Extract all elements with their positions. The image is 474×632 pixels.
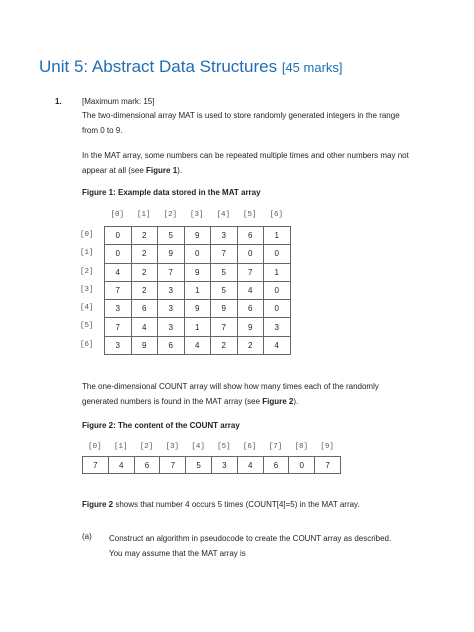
count-header: [1] [113, 443, 128, 451]
mat-cell: 7 [105, 281, 132, 299]
mat-cell: 3 [105, 336, 132, 354]
mat-term: MAT [104, 151, 121, 160]
mat-term: MAT [205, 396, 222, 406]
mat-row-header: [1] [80, 249, 94, 258]
mat-row-header: [5] [80, 322, 94, 331]
mat-cell: 4 [264, 336, 291, 354]
count-header: [3] [165, 443, 180, 451]
mat-cell: 2 [131, 245, 158, 263]
mat-cell: 3 [158, 318, 185, 336]
count-cell: 7 [315, 457, 341, 474]
mat-cell: 6 [237, 227, 264, 245]
count-cell: 7 [160, 457, 186, 474]
mat-cell: 2 [131, 263, 158, 281]
mat-cell: 5 [158, 227, 185, 245]
mat-cell: 1 [264, 227, 291, 245]
mat-cell: 0 [105, 245, 132, 263]
mat-cell: 2 [131, 227, 158, 245]
mat-row [105, 263, 291, 281]
count-table [82, 456, 341, 474]
mat-col-header: [0] [110, 211, 124, 219]
mat-row [105, 336, 291, 354]
mat-row-header: [3] [80, 285, 94, 294]
mat-cell: 7 [237, 263, 264, 281]
unit-marks: [45 marks] [281, 60, 343, 75]
mat-cell: 9 [184, 227, 211, 245]
mat-term: MAT [178, 111, 195, 120]
mat-cell: 2 [131, 281, 158, 299]
mat-cell: 3 [264, 318, 291, 336]
count-cell: 5 [186, 457, 212, 474]
question-para-2: In the MAT array, some numbers can be repeated multiple times and other numbers may not appear at all (see Figure 1). [82, 151, 409, 175]
mat-cell: 4 [184, 336, 211, 354]
mat-col-header: [4] [216, 211, 230, 219]
part-a-text: Construct an algorithm in pseudocode to create the COUNT array as described. You may assume that the MAT array is [109, 534, 392, 558]
count-header: [6] [242, 443, 257, 451]
count-cell: 4 [237, 457, 263, 474]
mat-table [104, 226, 291, 355]
figure1-caption: Figure 1: Example data stored in the MAT array [82, 188, 261, 197]
mat-cell: 9 [237, 318, 264, 336]
mat-cell: 9 [131, 336, 158, 354]
count-cell: 7 [83, 457, 109, 474]
mat-col-header: [1] [136, 211, 151, 219]
question-intro: The two-dimensional array MAT is used to store randomly generated integers in the range from 0 to 9. [82, 111, 400, 135]
mat-cell: 3 [105, 300, 132, 318]
mat-cell: 7 [105, 318, 132, 336]
figure-ref: Figure 2 [262, 396, 294, 406]
mat-cell: 2 [211, 336, 238, 354]
mat-cell: 0 [264, 281, 291, 299]
count-term: COUNT [158, 382, 188, 391]
mat-col-header: [3] [189, 211, 204, 219]
mat-cell: 5 [211, 263, 238, 281]
mat-cell: 6 [237, 300, 264, 318]
mat-cell: 2 [237, 336, 264, 354]
count-cell: 3 [211, 457, 237, 474]
figure-ref: Figure 2 [82, 500, 114, 509]
figure2-note: Figure 2 shows that number 4 occurs 5 times (COUNT[4]=5) in the MAT array. [82, 500, 360, 509]
mat-cell: 0 [264, 245, 291, 263]
mat-row-header: [6] [80, 340, 94, 349]
mat-row [105, 281, 291, 299]
count-description: The one-dimensional COUNT array will show how many times each of the randomly generated numbers is found in the MAT array (see Figure 2). [82, 382, 379, 406]
max-mark: [Maximum mark: 15] [82, 97, 155, 106]
count-row [83, 457, 341, 474]
mat-cell: 7 [158, 263, 185, 281]
mat-row-header: [4] [80, 304, 94, 313]
mat-col-header: [5] [242, 211, 257, 219]
mat-row-headers [80, 226, 94, 354]
mat-cell: 9 [158, 245, 185, 263]
count-cell: 6 [263, 457, 289, 474]
mat-cell: 0 [105, 227, 132, 245]
count-expression: COUNT[4]=5 [248, 500, 295, 509]
mat-cell: 3 [158, 300, 185, 318]
mat-row [105, 300, 291, 318]
mat-term: MAT [201, 548, 218, 558]
mat-cell: 4 [237, 281, 264, 299]
mat-row-header: [2] [80, 267, 94, 276]
mat-cell: 0 [237, 245, 264, 263]
mat-cell: 3 [211, 227, 238, 245]
count-cell: 6 [134, 457, 160, 474]
mat-term: MAT [321, 500, 338, 509]
figure2-caption: Figure 2: The content of the COUNT array [82, 421, 240, 430]
question-number: 1. [55, 97, 62, 106]
mat-cell: 1 [264, 263, 291, 281]
mat-cell: 0 [184, 245, 211, 263]
mat-cell: 4 [131, 318, 158, 336]
mat-row [105, 227, 291, 245]
mat-cell: 1 [184, 318, 211, 336]
unit-title [39, 57, 343, 77]
mat-cell: 6 [158, 336, 185, 354]
count-headers [82, 443, 340, 451]
mat-cell: 6 [131, 300, 158, 318]
mat-row [105, 245, 291, 263]
mat-cell: 7 [211, 245, 238, 263]
count-header: [7] [268, 443, 283, 451]
unit-title-text: Unit 5: Abstract Data Structures [39, 57, 278, 76]
figure-ref: Figure 1 [146, 165, 178, 175]
mat-col-header: [2] [163, 211, 177, 219]
mat-row-header: [0] [80, 231, 94, 239]
mat-cell: 4 [105, 263, 132, 281]
count-header: [9] [320, 443, 334, 451]
mat-cell: 3 [158, 281, 185, 299]
count-cell: 4 [108, 457, 134, 474]
count-cell: 0 [289, 457, 315, 474]
mat-cell: 0 [264, 300, 291, 318]
count-header: [5] [217, 443, 231, 451]
mat-cell: 5 [211, 281, 238, 299]
count-term: COUNT [292, 534, 321, 543]
mat-cell: 9 [184, 263, 211, 281]
count-header: [0] [88, 443, 102, 451]
part-a-label: (a) [82, 532, 92, 541]
mat-cell: 9 [184, 300, 211, 318]
mat-cell: 1 [184, 281, 211, 299]
count-header: [8] [294, 443, 309, 451]
count-header: [2] [139, 443, 154, 451]
mat-cell: 7 [211, 318, 238, 336]
count-header: [4] [191, 443, 205, 451]
mat-column-headers [104, 211, 290, 219]
mat-row [105, 318, 291, 336]
mat-col-header: [6] [269, 211, 283, 219]
mat-cell: 9 [211, 300, 238, 318]
